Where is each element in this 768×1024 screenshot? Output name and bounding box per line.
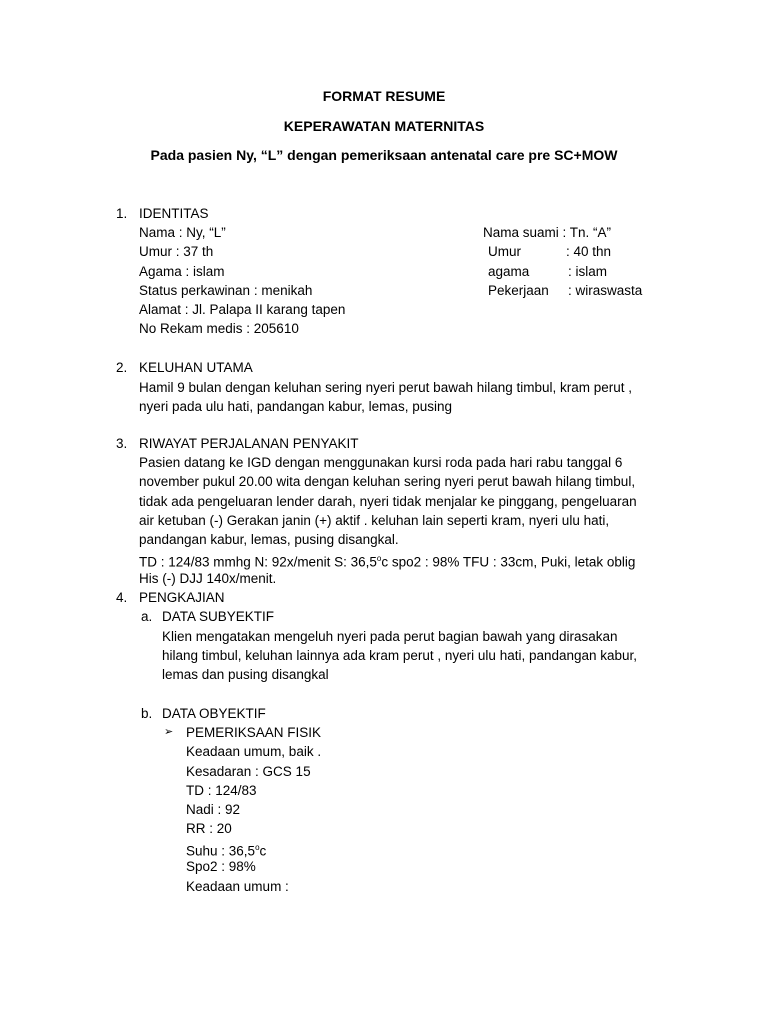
section-number: 2. xyxy=(116,360,128,375)
list-item: Keadaan umum, baik . xyxy=(186,744,322,759)
section-heading-identitas: IDENTITAS xyxy=(139,206,209,221)
husband-name: Nama suami : Tn. “A” xyxy=(483,225,612,240)
list-heading-pemeriksaan: PEMERIKSAAN FISIK xyxy=(186,725,322,740)
husband-job-label: Pekerjaan xyxy=(488,283,549,298)
doc-title: FORMAT RESUME xyxy=(322,88,446,104)
husband-age-label: Umur xyxy=(488,244,521,259)
doc-subtitle: KEPERAWATAN MATERNITAS xyxy=(283,118,485,134)
subsection-heading-obyektif: DATA OBYEKTIF xyxy=(162,706,266,721)
patient-age: Umur : 37 th xyxy=(139,244,214,259)
paragraph-line: Hamil 9 bulan dengan keluhan sering nyeri perut bawah hilang timbul, kram perut , xyxy=(139,380,633,395)
patient-name: Nama : Ny, “L” xyxy=(139,225,226,240)
paragraph-line: pandangan kabur, lemas, pusing disangkal. xyxy=(139,532,399,547)
section-number: 1. xyxy=(116,206,128,221)
temp-text: Suhu : 36,5 xyxy=(186,843,256,859)
paragraph-line: His (-) DJJ 140x/menit. xyxy=(139,571,277,586)
list-item: Keadaan umum : xyxy=(186,879,289,894)
list-item: Spo2 : 98% xyxy=(186,859,256,874)
subsection-heading-subyektif: DATA SUBYEKTIF xyxy=(162,609,275,624)
section-number: 4. xyxy=(116,590,128,605)
husband-job-value: : wiraswasta xyxy=(568,283,643,298)
arrow-bullet-icon: ➢ xyxy=(164,726,174,738)
degree-mark: o xyxy=(376,554,382,563)
patient-record-number: No Rekam medis : 205610 xyxy=(139,321,299,336)
list-item: RR : 20 xyxy=(186,821,232,836)
subsection-letter: b. xyxy=(141,706,153,721)
section-heading-pengkajian: PENGKAJIAN xyxy=(139,590,225,605)
patient-marital-status: Status perkawinan : menikah xyxy=(139,283,313,298)
paragraph-line: Klien mengatakan mengeluh nyeri pada perut bagian bawah yang dirasakan xyxy=(162,629,618,644)
paragraph-line: Pasien datang ke IGD dengan menggunakan kursi roda pada hari rabu tanggal 6 xyxy=(139,455,623,470)
temp-unit: c xyxy=(259,843,267,859)
paragraph-line: air ketuban (-) Gerakan janin (+) aktif . keluhan lain seperti kram, nyeri ulu hati, xyxy=(139,513,610,528)
doc-subject-line: Pada pasien Ny, “L” dengan pemeriksaan antenatal care pre SC+MOW xyxy=(150,147,618,163)
section-heading-riwayat: RIWAYAT PERJALANAN PENYAKIT xyxy=(139,436,359,451)
degree-mark: o xyxy=(255,843,260,852)
subsection-letter: a. xyxy=(141,609,153,624)
husband-religion-label: agama xyxy=(488,264,530,279)
paragraph-line: lemas dan pusing disangkal xyxy=(162,667,329,682)
husband-religion-value: : islam xyxy=(568,264,608,279)
list-item: Kesadaran : GCS 15 xyxy=(186,764,311,779)
paragraph-line: tidak ada pengeluaran lender darah, nyeri tidak menjalar ke pinggang, pengeluaran xyxy=(139,494,637,509)
paragraph-line: nyeri pada ulu hati, pandangan kabur, lemas, pusing xyxy=(139,399,452,414)
section-heading-keluhan: KELUHAN UTAMA xyxy=(139,360,253,375)
paragraph-line: hilang timbul, keluhan lainnya ada kram perut , nyeri ulu hati, pandangan kabur, xyxy=(162,648,638,663)
vital-signs-text: TD : 124/83 mmhg N: 92x/menit S: 36,5 xyxy=(139,554,377,570)
paragraph-line: november pukul 20.00 wita dengan keluhan sering nyeri perut bawah hilang timbul, xyxy=(139,474,636,489)
list-item: Nadi : 92 xyxy=(186,802,241,817)
patient-address: Alamat : Jl. Palapa II karang tapen xyxy=(139,302,346,317)
patient-religion: Agama : islam xyxy=(139,264,225,279)
husband-age-value: : 40 thn xyxy=(566,244,612,259)
section-number: 3. xyxy=(116,436,128,451)
list-item: TD : 124/83 xyxy=(186,783,257,798)
vital-signs-text-cont: c spo2 : 98% TFU : 33cm, Puki, letak oblig xyxy=(381,554,636,570)
